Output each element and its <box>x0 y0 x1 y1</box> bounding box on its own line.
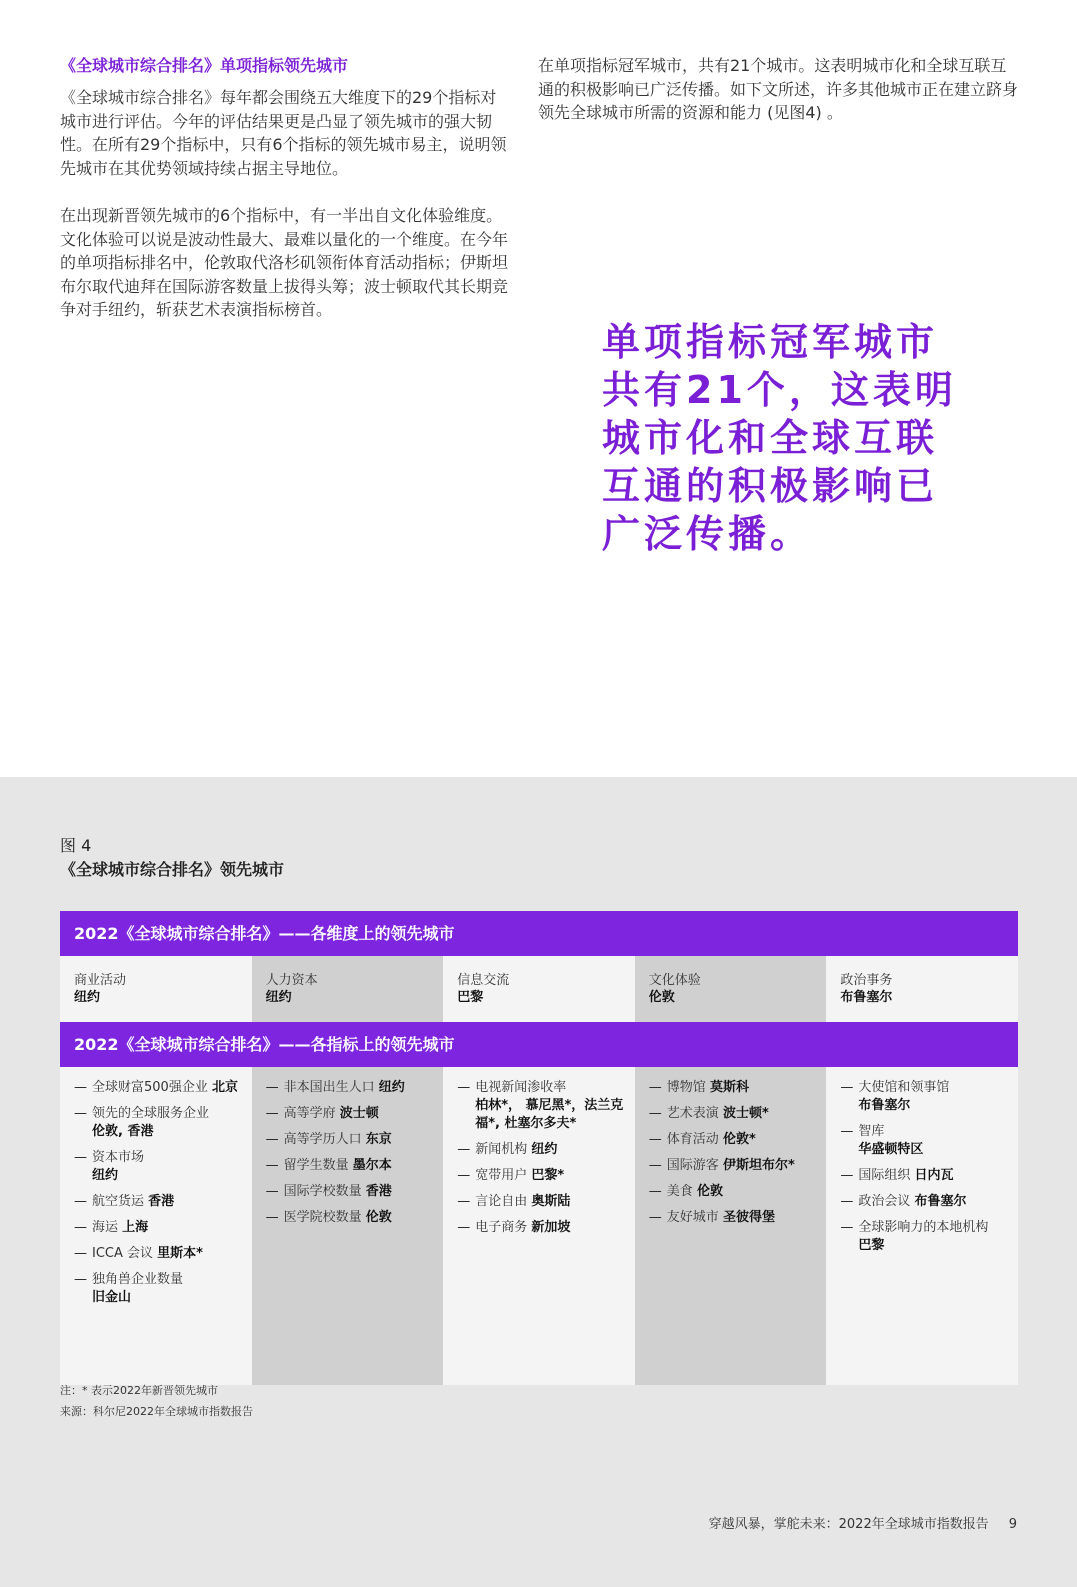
indicator-label: 航空货运 <box>92 1194 145 1209</box>
dimension-cell <box>60 956 252 1022</box>
indicator-city: 纽约 <box>531 1142 558 1157</box>
indicator-city: 纽约 <box>378 1080 405 1095</box>
indicator-city: 纽约 <box>92 1168 119 1183</box>
indicator-item <box>266 1183 436 1201</box>
indicator-item <box>457 1141 627 1159</box>
indicator-item <box>649 1183 819 1201</box>
indicator-text <box>858 1219 988 1255</box>
indicator-city: 伦敦, 香港 <box>92 1124 154 1139</box>
indicator-band-header: 2022《全球城市综合排名》——各指标上的领先城市 <box>60 1022 1018 1067</box>
indicator-label: ICCA 会议 <box>92 1246 154 1261</box>
indicator-label: 国际游客 <box>666 1158 719 1173</box>
dash-icon: — <box>457 1168 471 1183</box>
indicator-column <box>443 1067 635 1385</box>
dimension-cell <box>635 956 827 1022</box>
indicator-text <box>92 1219 148 1237</box>
leading-cities-table <box>60 911 1018 1385</box>
indicator-item <box>74 1271 244 1307</box>
indicator-label: 资本市场 <box>92 1150 145 1165</box>
indicator-item <box>74 1149 244 1185</box>
indicator-label: 全球影响力的本地机构 <box>858 1220 989 1235</box>
indicator-label: 高等学历人口 <box>283 1132 362 1147</box>
dash-icon: — <box>648 1158 662 1173</box>
footer-title: 穿越风暴，掌舵未来：2022年全球城市指数报告 <box>708 1517 989 1532</box>
dash-icon: — <box>840 1194 854 1209</box>
indicator-label: 医学院校数量 <box>283 1210 362 1225</box>
dimension-city: 布鲁塞尔 <box>840 990 893 1005</box>
indicator-column <box>252 1067 444 1385</box>
indicator-text <box>667 1183 723 1201</box>
dimension-band-header: 2022《全球城市综合排名》——各维度上的领先城市 <box>60 911 1018 956</box>
dimension-cell <box>826 956 1018 1022</box>
indicator-city: 香港 <box>148 1194 175 1209</box>
dimension-name: 商业活动 <box>74 973 127 988</box>
indicator-label: 大使馆和领事馆 <box>858 1080 950 1095</box>
indicator-item <box>266 1209 436 1227</box>
figure-label: 图 4 <box>60 836 92 855</box>
dash-icon: — <box>840 1168 854 1183</box>
indicator-text <box>92 1079 238 1097</box>
indicator-item <box>649 1079 819 1097</box>
indicator-label: 非本国出生人口 <box>283 1080 375 1095</box>
indicator-city: 旧金山 <box>92 1290 132 1305</box>
dash-icon: — <box>840 1124 854 1139</box>
section-heading: 《全球城市综合排名》单项指标领先城市 <box>60 56 349 75</box>
indicator-label: 电视新闻渗收率 <box>475 1080 567 1095</box>
dash-icon: — <box>457 1142 471 1157</box>
indicator-text <box>92 1193 174 1211</box>
indicator-text <box>667 1157 795 1175</box>
figure-source: 来源：科尔尼2022年全球城市指数报告 <box>60 1405 253 1418</box>
indicator-label: 宽带用户 <box>475 1168 528 1183</box>
indicator-text <box>858 1167 953 1185</box>
indicator-text <box>284 1105 379 1123</box>
dimension-row <box>60 956 1018 1022</box>
dimension-cell <box>443 956 635 1022</box>
indicator-item <box>649 1105 819 1123</box>
indicator-label: 政治会议 <box>858 1194 911 1209</box>
indicator-city: 伦敦 <box>365 1210 392 1225</box>
dash-icon: — <box>74 1150 87 1165</box>
page-footer <box>709 1513 1017 1532</box>
indicator-item <box>840 1079 1010 1115</box>
indicator-item <box>649 1157 819 1175</box>
dash-icon: — <box>457 1194 471 1209</box>
indicator-label: 智库 <box>858 1124 885 1139</box>
body-paragraph-2: 在出现新晋领先城市的6个指标中，有一半出自文化体验维度。文化体验可以说是波动性最大、最难以量化的一个维度。在今年的单项指标排名中，伦敦取代洛杉矶领衔体育活动指标；伊斯坦布尔取代迪拜在国际游客数量上拔得头筹；波士顿取代其长期竞争对手纽约，斩获艺术表演指标榜首。 <box>60 206 509 319</box>
indicator-item <box>74 1079 244 1097</box>
dash-icon: — <box>74 1246 87 1261</box>
indicator-item <box>266 1157 436 1175</box>
indicator-text <box>475 1167 564 1185</box>
indicator-city: 伦敦 <box>696 1184 723 1199</box>
indicator-city: 华盛顿特区 <box>858 1142 924 1157</box>
dash-icon: — <box>840 1080 854 1095</box>
indicator-city: 波士顿* <box>722 1106 769 1121</box>
indicator-label: 言论自由 <box>475 1194 528 1209</box>
indicator-text <box>475 1219 570 1237</box>
indicator-city: 北京 <box>211 1080 238 1095</box>
indicator-text <box>475 1141 557 1159</box>
indicator-label: 友好城市 <box>666 1210 719 1225</box>
indicator-item <box>74 1105 244 1141</box>
indicator-item <box>266 1131 436 1149</box>
indicator-city: 伦敦* <box>722 1132 756 1147</box>
indicator-label: 电子商务 <box>475 1220 528 1235</box>
indicator-text <box>92 1245 203 1263</box>
dash-icon: — <box>74 1106 87 1121</box>
dash-icon: — <box>648 1080 662 1095</box>
dash-icon: — <box>457 1220 471 1235</box>
indicator-column <box>826 1067 1018 1385</box>
indicator-text <box>284 1183 392 1201</box>
indicator-label: 博物馆 <box>666 1080 706 1095</box>
indicator-text <box>284 1157 392 1175</box>
indicator-text <box>858 1123 923 1159</box>
indicator-label: 国际组织 <box>858 1168 911 1183</box>
indicator-city: 香港 <box>365 1184 392 1199</box>
dimension-city: 巴黎 <box>457 990 484 1005</box>
indicator-city: 莫斯科 <box>709 1080 749 1095</box>
indicator-text <box>667 1131 756 1149</box>
dash-icon: — <box>265 1080 279 1095</box>
dimension-cell <box>252 956 444 1022</box>
indicator-city: 巴黎* <box>531 1168 565 1183</box>
dash-icon: — <box>265 1210 279 1225</box>
indicator-city: 里斯本* <box>157 1246 203 1261</box>
indicator-city: 布鲁塞尔 <box>914 1194 967 1209</box>
indicator-text <box>284 1131 392 1149</box>
dimension-name: 文化体验 <box>648 973 701 988</box>
dash-icon: — <box>74 1080 87 1095</box>
dash-icon: — <box>265 1132 279 1147</box>
indicator-text <box>858 1079 949 1115</box>
indicator-text <box>284 1079 405 1097</box>
dash-icon: — <box>265 1106 279 1121</box>
indicator-row <box>60 1067 1018 1385</box>
indicator-label: 独角兽企业数量 <box>92 1272 184 1287</box>
indicator-text <box>475 1193 570 1211</box>
indicator-label: 体育活动 <box>666 1132 719 1147</box>
indicator-item <box>649 1209 819 1227</box>
dash-icon: — <box>457 1080 471 1095</box>
indicator-label: 领先的全球服务企业 <box>92 1106 210 1121</box>
pull-quote: 单项指标冠军城市共有21个，这表明城市化和全球互联互通的积极影响已广泛传播。 <box>602 320 957 556</box>
dash-icon: — <box>74 1194 87 1209</box>
indicator-label: 全球财富500强企业 <box>92 1080 208 1095</box>
dimension-city: 伦敦 <box>648 990 675 1005</box>
indicator-text <box>92 1271 183 1307</box>
indicator-item <box>266 1079 436 1097</box>
dash-icon: — <box>648 1184 662 1199</box>
indicator-label: 艺术表演 <box>666 1106 719 1121</box>
page-number: 9 <box>1008 1517 1017 1532</box>
dash-icon: — <box>840 1220 854 1235</box>
dash-icon: — <box>648 1106 662 1121</box>
indicator-item <box>457 1193 627 1211</box>
indicator-city: 巴黎 <box>858 1238 885 1253</box>
dash-icon: — <box>648 1132 662 1147</box>
indicator-item <box>457 1219 627 1237</box>
indicator-text <box>667 1209 775 1227</box>
indicator-text <box>92 1149 144 1185</box>
indicator-city: 布鲁塞尔 <box>858 1098 911 1113</box>
indicator-label: 留学生数量 <box>283 1158 349 1173</box>
dash-icon: — <box>265 1184 279 1199</box>
dimension-city: 纽约 <box>74 990 101 1005</box>
left-column <box>60 54 508 346</box>
indicator-label: 海运 <box>92 1220 119 1235</box>
dimension-city: 纽约 <box>265 990 292 1005</box>
indicator-item <box>457 1079 627 1133</box>
indicator-text <box>667 1079 749 1097</box>
indicator-text <box>667 1105 769 1123</box>
indicator-label: 国际学校数量 <box>283 1184 362 1199</box>
indicator-text <box>475 1079 627 1133</box>
indicator-label: 新闻机构 <box>475 1142 528 1157</box>
body-paragraph-1: 《全球城市综合排名》每年都会围绕五大维度下的29个指标对城市进行评估。今年的评估结果更是凸显了领先城市的强大韧性。在所有29个指标中，只有6个指标的领先城市易主，说明领先城市在其优势领域持续占据主导地位。 <box>60 88 507 178</box>
indicator-column <box>60 1067 252 1385</box>
indicator-city: 墨尔本 <box>352 1158 392 1173</box>
indicator-item <box>74 1219 244 1237</box>
indicator-city: 圣彼得堡 <box>722 1210 775 1225</box>
indicator-city: 奥斯陆 <box>531 1194 571 1209</box>
indicator-text <box>858 1193 966 1211</box>
indicator-text <box>92 1105 209 1141</box>
dimension-name: 信息交流 <box>457 973 510 988</box>
indicator-column <box>635 1067 827 1385</box>
indicator-item <box>840 1167 1010 1185</box>
indicator-item <box>840 1193 1010 1211</box>
indicator-item <box>74 1245 244 1263</box>
indicator-item <box>649 1131 819 1149</box>
indicator-city: 上海 <box>122 1220 149 1235</box>
figure-title: 《全球城市综合排名》领先城市 <box>60 860 285 879</box>
indicator-city: 波士顿 <box>339 1106 379 1121</box>
dash-icon: — <box>74 1272 87 1287</box>
dimension-name: 政治事务 <box>840 973 893 988</box>
indicator-city: 日内瓦 <box>914 1168 954 1183</box>
body-paragraph-3: 在单项指标冠军城市，共有21个城市。这表明城市化和全球互联互通的积极影响已广泛传播。如下文所述，许多其他城市正在建立跻身领先全球城市所需的资源和能力 (见图4) 。 <box>538 56 1019 122</box>
dash-icon: — <box>648 1210 662 1225</box>
dash-icon: — <box>265 1158 279 1173</box>
indicator-city: 伊斯坦布尔* <box>722 1158 795 1173</box>
indicator-item <box>266 1105 436 1123</box>
indicator-label: 高等学府 <box>283 1106 336 1121</box>
indicator-item <box>840 1123 1010 1159</box>
indicator-city: 新加坡 <box>531 1220 571 1235</box>
indicator-item <box>74 1193 244 1211</box>
dimension-name: 人力资本 <box>265 973 318 988</box>
indicator-item <box>457 1167 627 1185</box>
indicator-item <box>840 1219 1010 1255</box>
right-column <box>538 54 1018 149</box>
indicator-text <box>284 1209 392 1227</box>
indicator-city: 东京 <box>365 1132 392 1147</box>
indicator-label: 美食 <box>666 1184 693 1199</box>
figure-note: 注：* 表示2022年新晋领先城市 <box>60 1384 218 1397</box>
indicator-city: 柏林*， 慕尼黑*，法兰克福*, 杜塞尔多夫* <box>475 1098 624 1131</box>
dash-icon: — <box>74 1220 87 1235</box>
